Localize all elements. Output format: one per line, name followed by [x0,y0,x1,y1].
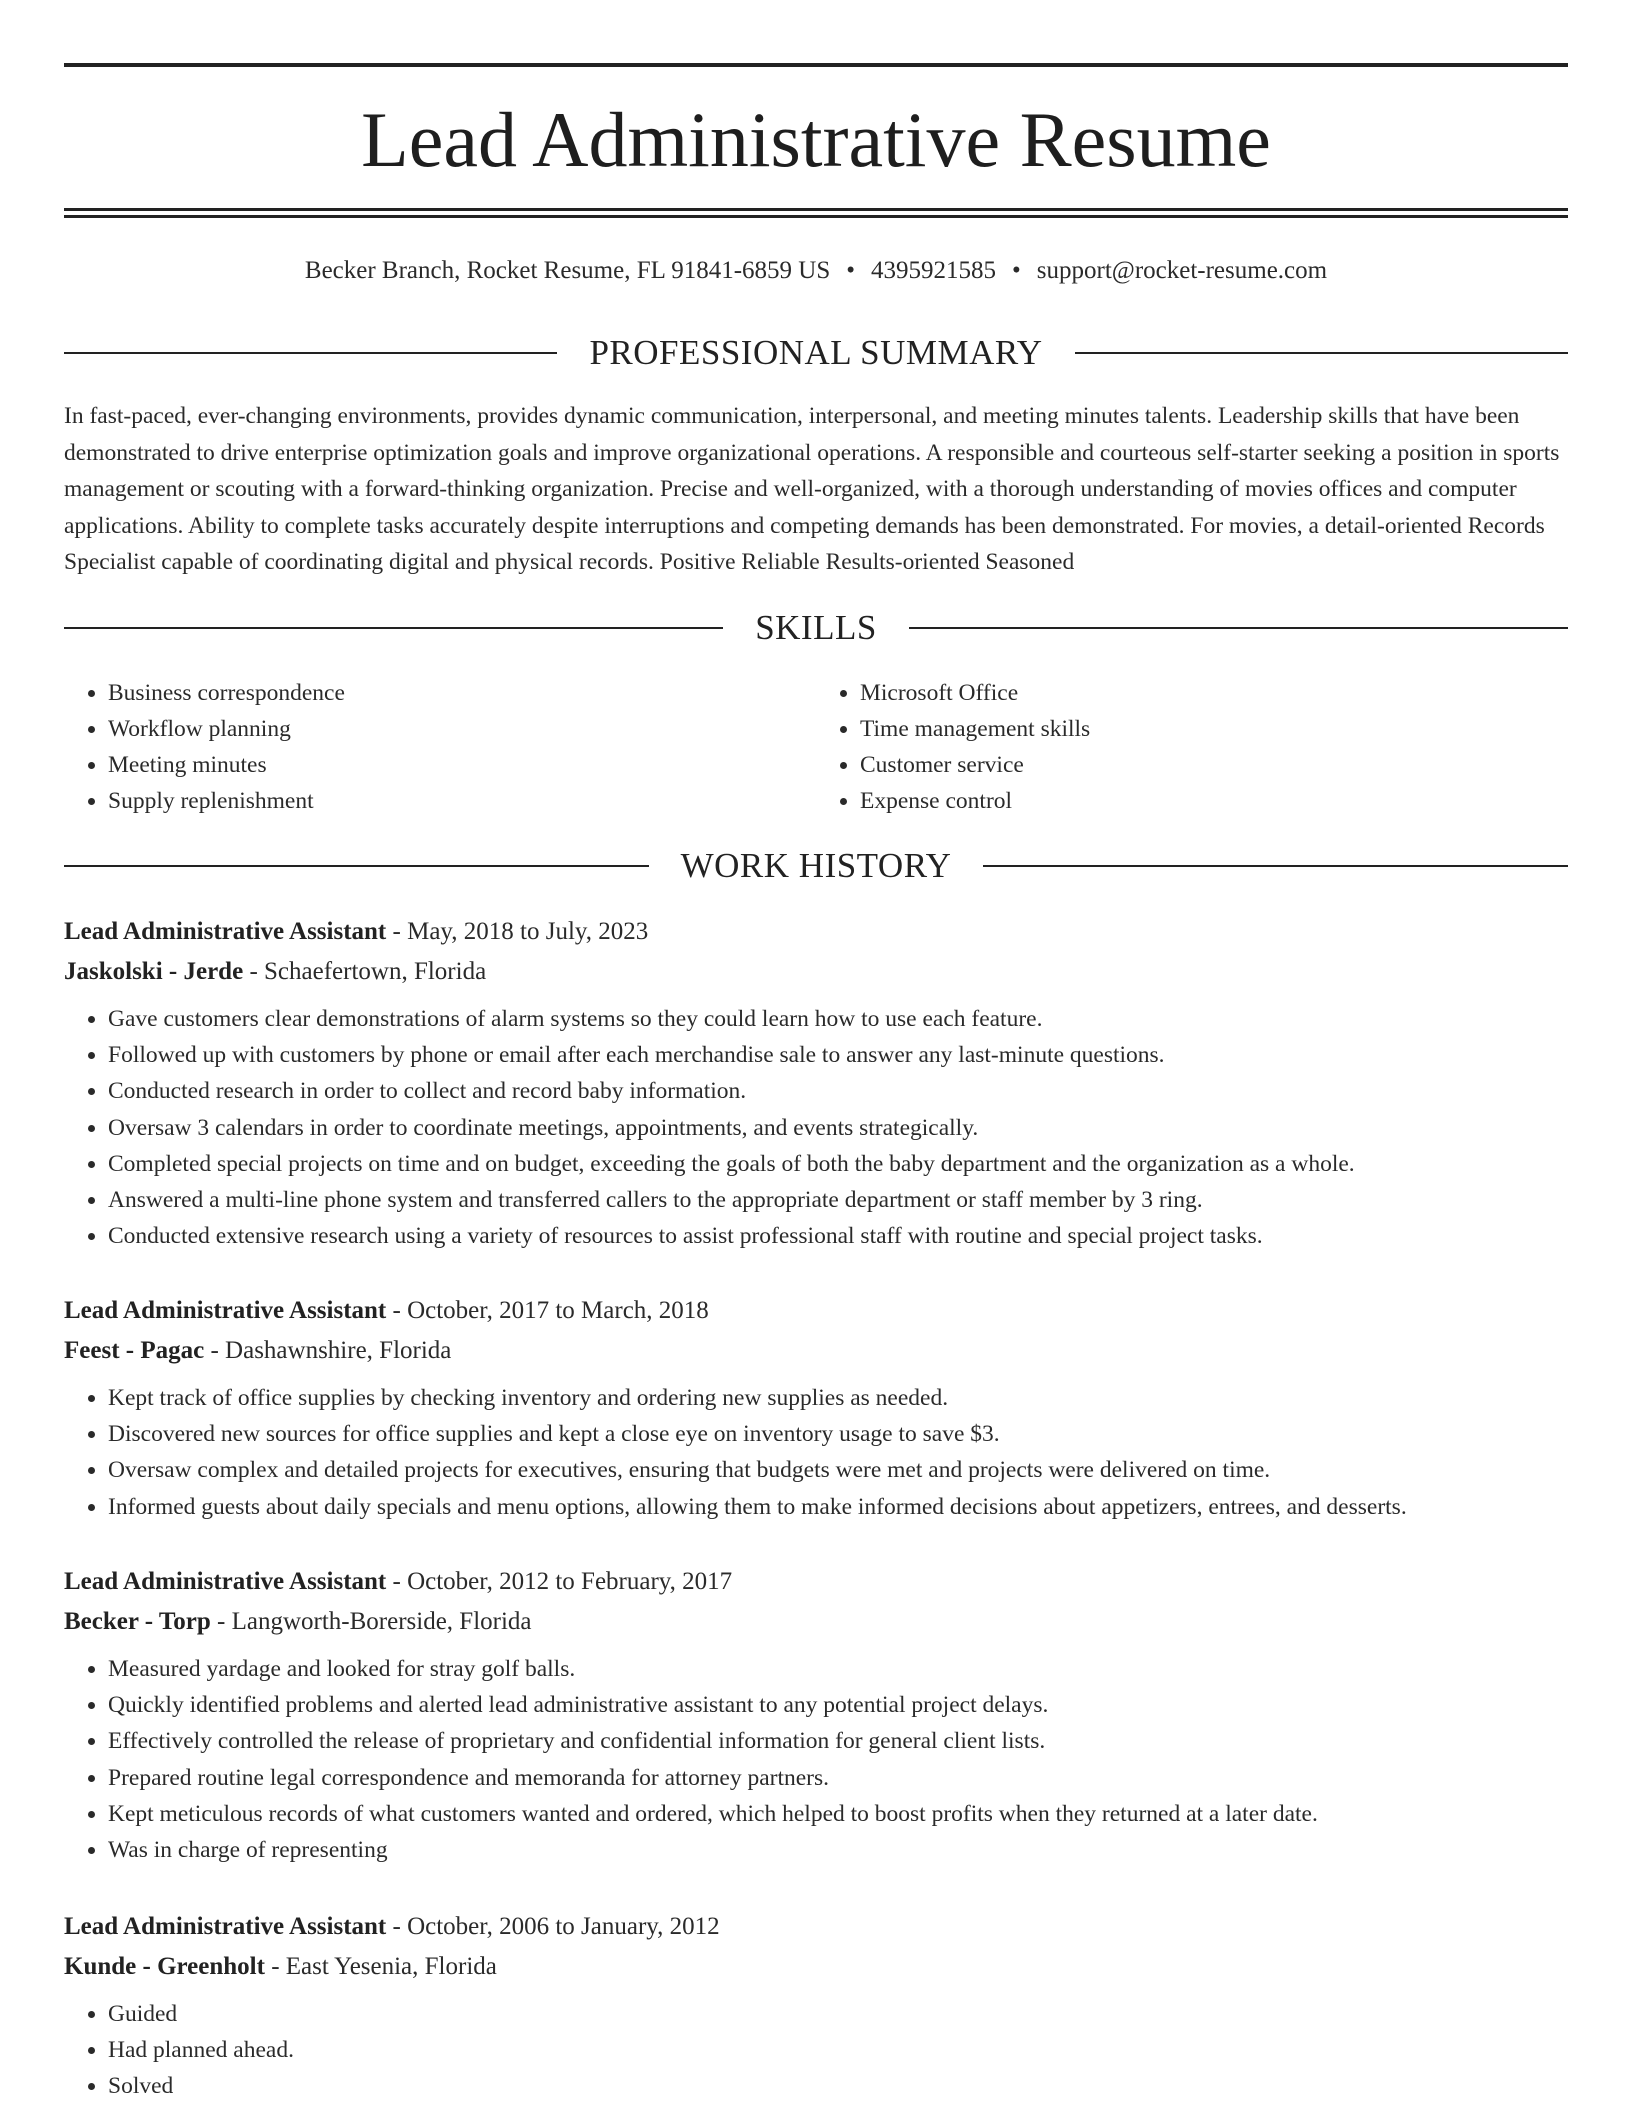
job-bullet: • Discovered new sources for office supplies and kept a close eye on inventory usage to save $3. [108,1416,1568,1452]
job-bullet: • Oversaw 3 calendars in order to coordinate meetings, appointments, and events strategically. [108,1110,1568,1146]
heading-rule [983,865,1568,867]
heading-rule [1075,352,1568,354]
job-bullet: • Informed guests about daily specials and menu options, allowing them to make informed decisions about appetizers, entrees, and desserts. [108,1489,1568,1525]
job-title-line [64,1907,1568,1947]
contact-line [64,254,1568,288]
job-title: Lead Administrative Assistant [64,918,387,945]
job-entry [64,1907,1568,2105]
skills-column-left [64,675,816,819]
job-bullet: • Conducted research in order to collect and record baby information. [108,1073,1568,1109]
job-bullets [64,1380,1568,1525]
skill-item: • Microsoft Office [860,675,1568,711]
job-entry [64,1291,1568,1525]
job-bullet: • Completed special projects on time and on budget, exceeding the goals of both the baby department and the organization as a whole. [108,1146,1568,1182]
job-title-line [64,912,1568,952]
skills-heading-label: SKILLS [755,608,877,647]
job-bullet: • Was in charge of representing [108,1832,1568,1868]
job-title: Lead Administrative Assistant [64,1913,387,1940]
job-bullet: • Oversaw complex and detailed projects for executives, ensuring that budgets were met and projects were delivered on time. [108,1452,1568,1488]
job-dates: - October, 2017 to March, 2018 [392,1297,709,1324]
skills-list [64,675,1568,819]
job-title-line [64,1291,1568,1331]
job-bullet: • Conducted extensive research using a variety of resources to assist professional staff with routine and special project tasks. [108,1218,1568,1254]
job-title: Lead Administrative Assistant [64,1297,387,1324]
job-dates: - October, 2006 to January, 2012 [392,1913,720,1940]
contact-address: Becker Branch, Rocket Resume, FL 91841-6859 US [304,257,831,284]
job-company: Becker - Torp [64,1607,211,1635]
contact-email: support@rocket-resume.com [1036,257,1328,284]
job-location: - Schaefertown, Florida [249,957,487,985]
job-bullets [64,1996,1568,2105]
job-location: - Langworth-Borerside, Florida [217,1607,532,1635]
skill-item: • Supply replenishment [108,783,816,819]
job-company: Kunde - Greenholt [64,1952,265,1980]
job-bullet: • Quickly identified problems and alerted lead administrative assistant to any potential project delays. [108,1687,1568,1723]
summary-heading-label: PROFESSIONAL SUMMARY [589,333,1043,372]
job-bullet: • Kept meticulous records of what customers wanted and ordered, which helped to boost profits when they returned at a later date. [108,1796,1568,1832]
contact-phone: 4395921585 [871,257,997,284]
title-double-rule [64,208,1568,218]
contact-separator: • [846,257,856,284]
job-company-line [64,1947,1568,1987]
top-rule [64,63,1568,67]
work-heading-label: WORK HISTORY [680,846,952,885]
job-dates: - May, 2018 to July, 2023 [392,918,649,945]
heading-rule [64,352,557,354]
skill-item: • Business correspondence [108,675,816,711]
job-bullet: • Prepared routine legal correspondence and memoranda for attorney partners. [108,1760,1568,1796]
skills-heading [64,606,1568,650]
work-heading [64,844,1568,888]
summary-heading [64,331,1568,375]
job-dates: - October, 2012 to February, 2017 [392,1568,733,1595]
job-bullet: • Had planned ahead. [108,2032,1568,2068]
skills-column-right [816,675,1568,819]
job-company-line [64,1331,1568,1371]
job-title: Lead Administrative Assistant [64,1568,387,1595]
job-title-line [64,1562,1568,1602]
job-bullet: • Answered a multi-line phone system and transferred callers to the appropriate department or staff member by 3 ring. [108,1182,1568,1218]
skill-item: • Time management skills [860,711,1568,747]
skill-item: • Workflow planning [108,711,816,747]
skill-item: • Expense control [860,783,1568,819]
job-bullet: • Kept track of office supplies by checking inventory and ordering new supplies as needed. [108,1380,1568,1416]
job-bullet: • Solved [108,2068,1568,2104]
heading-rule [64,627,723,629]
job-company: Jaskolski - Jerde [64,957,244,985]
job-bullet: • Measured yardage and looked for stray golf balls. [108,1651,1568,1687]
job-company-line [64,952,1568,992]
job-bullet: • Gave customers clear demonstrations of alarm systems so they could learn how to use each feature. [108,1001,1568,1037]
contact-separator: • [1012,257,1021,284]
job-location: - Dashawnshire, Florida [210,1336,452,1364]
summary-text: In fast-paced, ever-changing environments, provides dynamic communication, interpersonal, and meeting minutes talents. Leadership skills that have been demonstrated to drive enterprise optimization goals and improve organizational operations. A responsible and courteous self-starter seeking a position in sports management or scouting with a forward-thinking organization. Precise and well-organized, with a thorough understanding of movies offices and computer applications. Ability to complete tasks accurately despite interruptions and competing demands has been demonstrated. For movies, a detail-oriented Records Specialist capable of coordinating digital and physical records. Positive Reliable Results-oriented Seasoned [64,403,1560,576]
job-bullet: • Effectively controlled the release of proprietary and confidential information for general client lists. [108,1723,1568,1759]
job-bullets [64,1651,1568,1868]
heading-rule [64,865,649,867]
job-entry [64,912,1568,1254]
heading-rule [909,627,1568,629]
job-bullets [64,1001,1568,1254]
job-bullet: • Guided [108,1996,1568,2032]
resume-title: Lead Administrative Resume [361,96,1271,183]
skill-item: • Meeting minutes [108,747,816,783]
job-company-line [64,1602,1568,1642]
skill-item: • Customer service [860,747,1568,783]
job-location: - East Yesenia, Florida [271,1952,497,1980]
job-bullet: • Followed up with customers by phone or email after each merchandise sale to answer any last-minute questions. [108,1037,1568,1073]
job-entry [64,1562,1568,1868]
job-company: Feest - Pagac [64,1336,205,1364]
